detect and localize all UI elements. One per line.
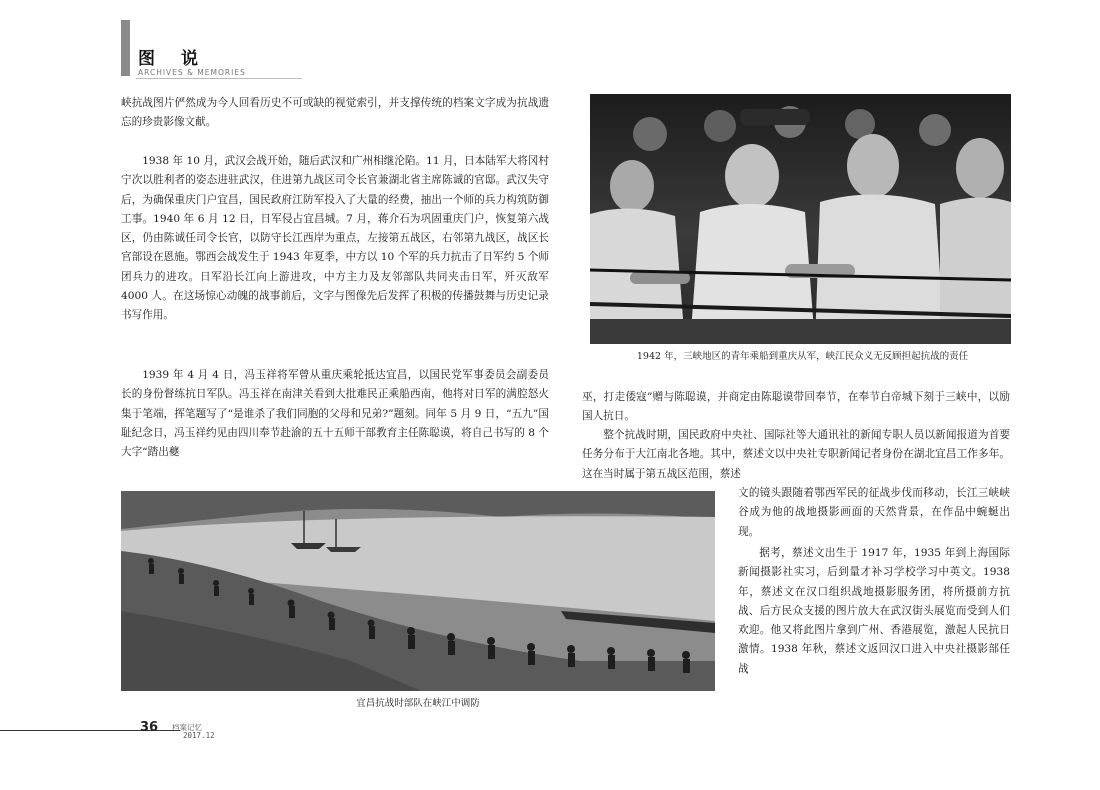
left-paragraph-2: 1938 年 10 月，武汉会战开始，随后武汉和广州相继沦陷。11 月，日本陆军大将冈村宁次以胜利者的姿态进驻武汉，住进第九战区司令长官兼湖北省主席陈诚的官邸。武汉失守后，为确保重庆门户宜昌，国民政府江防军投入了大量的经费，抽出一个师的兵力构筑防御工事。1940 年 6 月 12 日，日军侵占宜昌城。7 月，蒋介石为巩固重庆门户，恢复第六战区，仍由陈诚任司令长官，以防守长江西岸为重点，左接第五战区，右邻第九战区，战区长官部设在恩施。鄂西会战发生于 1943 年夏季，中方以 10 个军的兵力抗击了日军约 5 个师团兵力的进攻。日军沿长江向上游进攻，中方主力及友邻部队共同夹击日军，歼灭敌军4000 人。在这场惊心动魄的战事前后，文字与图像先后发挥了积极的传播鼓舞与历史记录书写作用。 [121,155,549,322]
section-title: 图说 [138,49,224,69]
header-accent-bar [121,20,130,76]
issue-date: 2017.12 [183,731,215,740]
right-paragraph-4: 据考，蔡述文出生于 1917 年，1935 年到上海国际新闻摄影社实习，后到量才补习学校学习中英文。1938 年，蔡述文在汉口组织战地摄影服务团，将所摄前方抗战、后方民众支援的图片放大在武汉街头展览而受到人们欢迎。他又将此图片拿到广州、香港展览，激起人民抗日激情。1938 年秋，蔡述文返回汉口进入中央社摄影部任战 [738,547,1010,675]
right-paragraph-2: 整个抗战时期，国民政府中央社、国际社等大通讯社的新闻专职人员以新闻报道为首要任务分布于大江南北各地。其中，蔡述文以中央社专职新闻记者身份在湖北宜昌工作多年。这在当时属于第五战区范围，蔡述 [582,429,1010,480]
top-photo-caption: 1942 年，三峡地区的青年乘船到重庆从军，峡江民众义无反顾担起抗战的责任 [636,351,969,362]
journal-name: 档案记忆 [172,723,202,732]
left-paragraph-1: 峡抗战图片俨然成为今人回看历史不可或缺的视觉索引，并支撑传统的档案文字成为抗战遗忘的珍贵影像文献。 [121,97,549,129]
photo-youth-on-boat [590,94,1011,344]
bottom-photo-caption: 宜昌抗战时部队在峡江中调防 [356,698,480,709]
left-paragraph-3: 1939 年 4 月 4 日，冯玉祥将军曾从重庆乘轮抵达宜昌，以国民党军事委员会副委员长的身份督练抗日军队。冯玉祥在南津关看到大批难民正乘船西南，他将对日军的满腔怒火集于笔端，挥笔题写了“是谁杀了我们同胞的父母和兄弟?”题刻。同年 5 月 9 日，“五九”国耻纪念日，冯玉祥约见由四川奉节赴渝的五十五师干部教育主任陈聪谟，将自己书写的 8 个大字“踏出夔 [121,369,549,459]
right-paragraph-3: 文的镜头跟随着鄂西军民的征战步伐而移动，长江三峡峡谷成为他的战地摄影画面的天然背景，在作品中蜿蜒出现。 [738,487,1010,538]
page-number: 36 [140,720,159,735]
header-rule [136,78,302,79]
photo-troops-river [121,491,715,691]
section-subtitle: ARCHIVES & MEMORIES [138,68,246,77]
right-paragraph-1: 巫，打走倭寇”赠与陈聪谟，并商定由陈聪谟带回奉节，在奉节白帝城下刻于三峡中，以励国人抗日。 [582,391,1010,423]
